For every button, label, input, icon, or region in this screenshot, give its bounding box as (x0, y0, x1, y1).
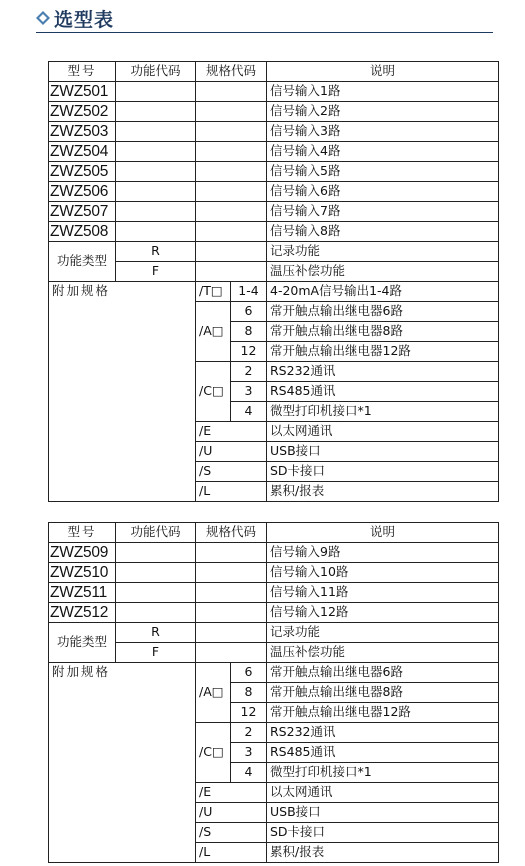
model-row (49, 583, 499, 603)
model-desc: 信号输入4路 (267, 142, 499, 162)
model-desc: 信号输入5路 (267, 162, 499, 182)
model-code: ZWZ504 (49, 142, 116, 162)
model-desc: 信号输入6路 (267, 182, 499, 202)
spec-code: /A□ (196, 663, 231, 723)
addon-label: 附加规格 (49, 282, 196, 502)
model-code: ZWZ501 (49, 82, 116, 102)
func-desc: 温压补偿功能 (267, 262, 499, 282)
spec-subcode: 2 (231, 362, 267, 382)
spec-desc: 常开触点输出继电器8路 (267, 683, 499, 703)
func-row (49, 623, 499, 643)
header-desc: 说明 (267, 523, 499, 543)
spec-subcode: 3 (231, 743, 267, 763)
selection-table-2 (48, 522, 499, 863)
spec-desc: RS485通讯 (267, 382, 499, 402)
func-code: F (116, 643, 196, 663)
table-header-row (49, 62, 499, 82)
header-model: 型号 (49, 62, 116, 82)
model-row (49, 202, 499, 222)
model-code: ZWZ508 (49, 222, 116, 242)
spec-code: /L (196, 843, 267, 863)
spec-desc: 常开触点输出继电器8路 (267, 322, 499, 342)
model-row (49, 563, 499, 583)
spec-desc: 累积/报表 (267, 843, 499, 863)
spec-desc: RS232通讯 (267, 362, 499, 382)
model-row (49, 102, 499, 122)
header-spec: 规格代码 (196, 523, 267, 543)
spec-desc: SD卡接口 (267, 823, 499, 843)
model-row (49, 162, 499, 182)
spec-desc: 常开触点输出继电器6路 (267, 663, 499, 683)
func-type-label: 功能类型 (49, 242, 116, 282)
header-func: 功能代码 (116, 62, 196, 82)
spec-code: /E (196, 422, 267, 442)
spec-desc: 以太网通讯 (267, 422, 499, 442)
model-desc: 信号输入11路 (267, 583, 499, 603)
header-model: 型号 (49, 523, 116, 543)
spec-desc: 常开触点输出继电器12路 (267, 342, 499, 362)
spec-subcode: 1-4 (231, 282, 267, 302)
model-row (49, 603, 499, 623)
spec-desc: USB接口 (267, 803, 499, 823)
model-row (49, 543, 499, 563)
spec-code: /C□ (196, 723, 231, 783)
spec-desc: USB接口 (267, 442, 499, 462)
spec-desc: RS485通讯 (267, 743, 499, 763)
model-code: ZWZ507 (49, 202, 116, 222)
spec-desc: RS232通讯 (267, 723, 499, 743)
spec-code: /S (196, 823, 267, 843)
model-row (49, 222, 499, 242)
model-row (49, 122, 499, 142)
spec-desc: 累积/报表 (267, 482, 499, 502)
spec-subcode: 12 (231, 703, 267, 723)
header-spec: 规格代码 (196, 62, 267, 82)
diamond-bullet-icon (36, 11, 50, 25)
addon-row (49, 663, 499, 683)
model-code: ZWZ502 (49, 102, 116, 122)
model-code: ZWZ503 (49, 122, 116, 142)
header-rule (36, 32, 493, 33)
spec-subcode: 8 (231, 322, 267, 342)
spec-desc: 4-20mA信号输出1-4路 (267, 282, 499, 302)
header-func: 功能代码 (116, 523, 196, 543)
func-code: R (116, 623, 196, 643)
model-code: ZWZ512 (49, 603, 116, 623)
spec-desc: 常开触点输出继电器12路 (267, 703, 499, 723)
model-desc: 信号输入2路 (267, 102, 499, 122)
spec-code: /U (196, 442, 267, 462)
spec-desc: 微型打印机接口*1 (267, 402, 499, 422)
model-desc: 信号输入9路 (267, 543, 499, 563)
spec-subcode: 6 (231, 663, 267, 683)
spec-desc: 常开触点输出继电器6路 (267, 302, 499, 322)
model-code: ZWZ509 (49, 543, 116, 563)
model-desc: 信号输入7路 (267, 202, 499, 222)
spec-desc: SD卡接口 (267, 462, 499, 482)
model-desc: 信号输入8路 (267, 222, 499, 242)
header-desc: 说明 (267, 62, 499, 82)
model-desc: 信号输入3路 (267, 122, 499, 142)
spec-subcode: 4 (231, 763, 267, 783)
spec-subcode: 3 (231, 382, 267, 402)
spec-code: /U (196, 803, 267, 823)
func-code: R (116, 242, 196, 262)
model-row (49, 82, 499, 102)
func-desc: 记录功能 (267, 242, 499, 262)
page-title: 选型表 (54, 8, 115, 31)
spec-code: /C□ (196, 362, 231, 422)
spec-code: /T□ (196, 282, 231, 302)
spec-subcode: 8 (231, 683, 267, 703)
func-desc: 温压补偿功能 (267, 643, 499, 663)
func-row (49, 262, 499, 282)
spec-subcode: 4 (231, 402, 267, 422)
model-row (49, 142, 499, 162)
model-desc: 信号输入1路 (267, 82, 499, 102)
model-code: ZWZ511 (49, 583, 116, 603)
spec-desc: 微型打印机接口*1 (267, 763, 499, 783)
func-code: F (116, 262, 196, 282)
section-header (36, 5, 114, 31)
model-desc: 信号输入10路 (267, 563, 499, 583)
addon-label: 附加规格 (49, 663, 196, 863)
spec-subcode: 6 (231, 302, 267, 322)
func-desc: 记录功能 (267, 623, 499, 643)
spec-code: /E (196, 783, 267, 803)
func-row (49, 643, 499, 663)
func-row (49, 242, 499, 262)
selection-table-1 (48, 61, 499, 502)
model-code: ZWZ510 (49, 563, 116, 583)
func-type-label: 功能类型 (49, 623, 116, 663)
spec-subcode: 12 (231, 342, 267, 362)
model-code: ZWZ506 (49, 182, 116, 202)
addon-row (49, 282, 499, 302)
spec-desc: 以太网通讯 (267, 783, 499, 803)
model-code: ZWZ505 (49, 162, 116, 182)
spec-code: /A□ (196, 302, 231, 362)
model-row (49, 182, 499, 202)
spec-subcode: 2 (231, 723, 267, 743)
spec-code: /S (196, 462, 267, 482)
model-desc: 信号输入12路 (267, 603, 499, 623)
spec-code: /L (196, 482, 267, 502)
table-header-row (49, 523, 499, 543)
